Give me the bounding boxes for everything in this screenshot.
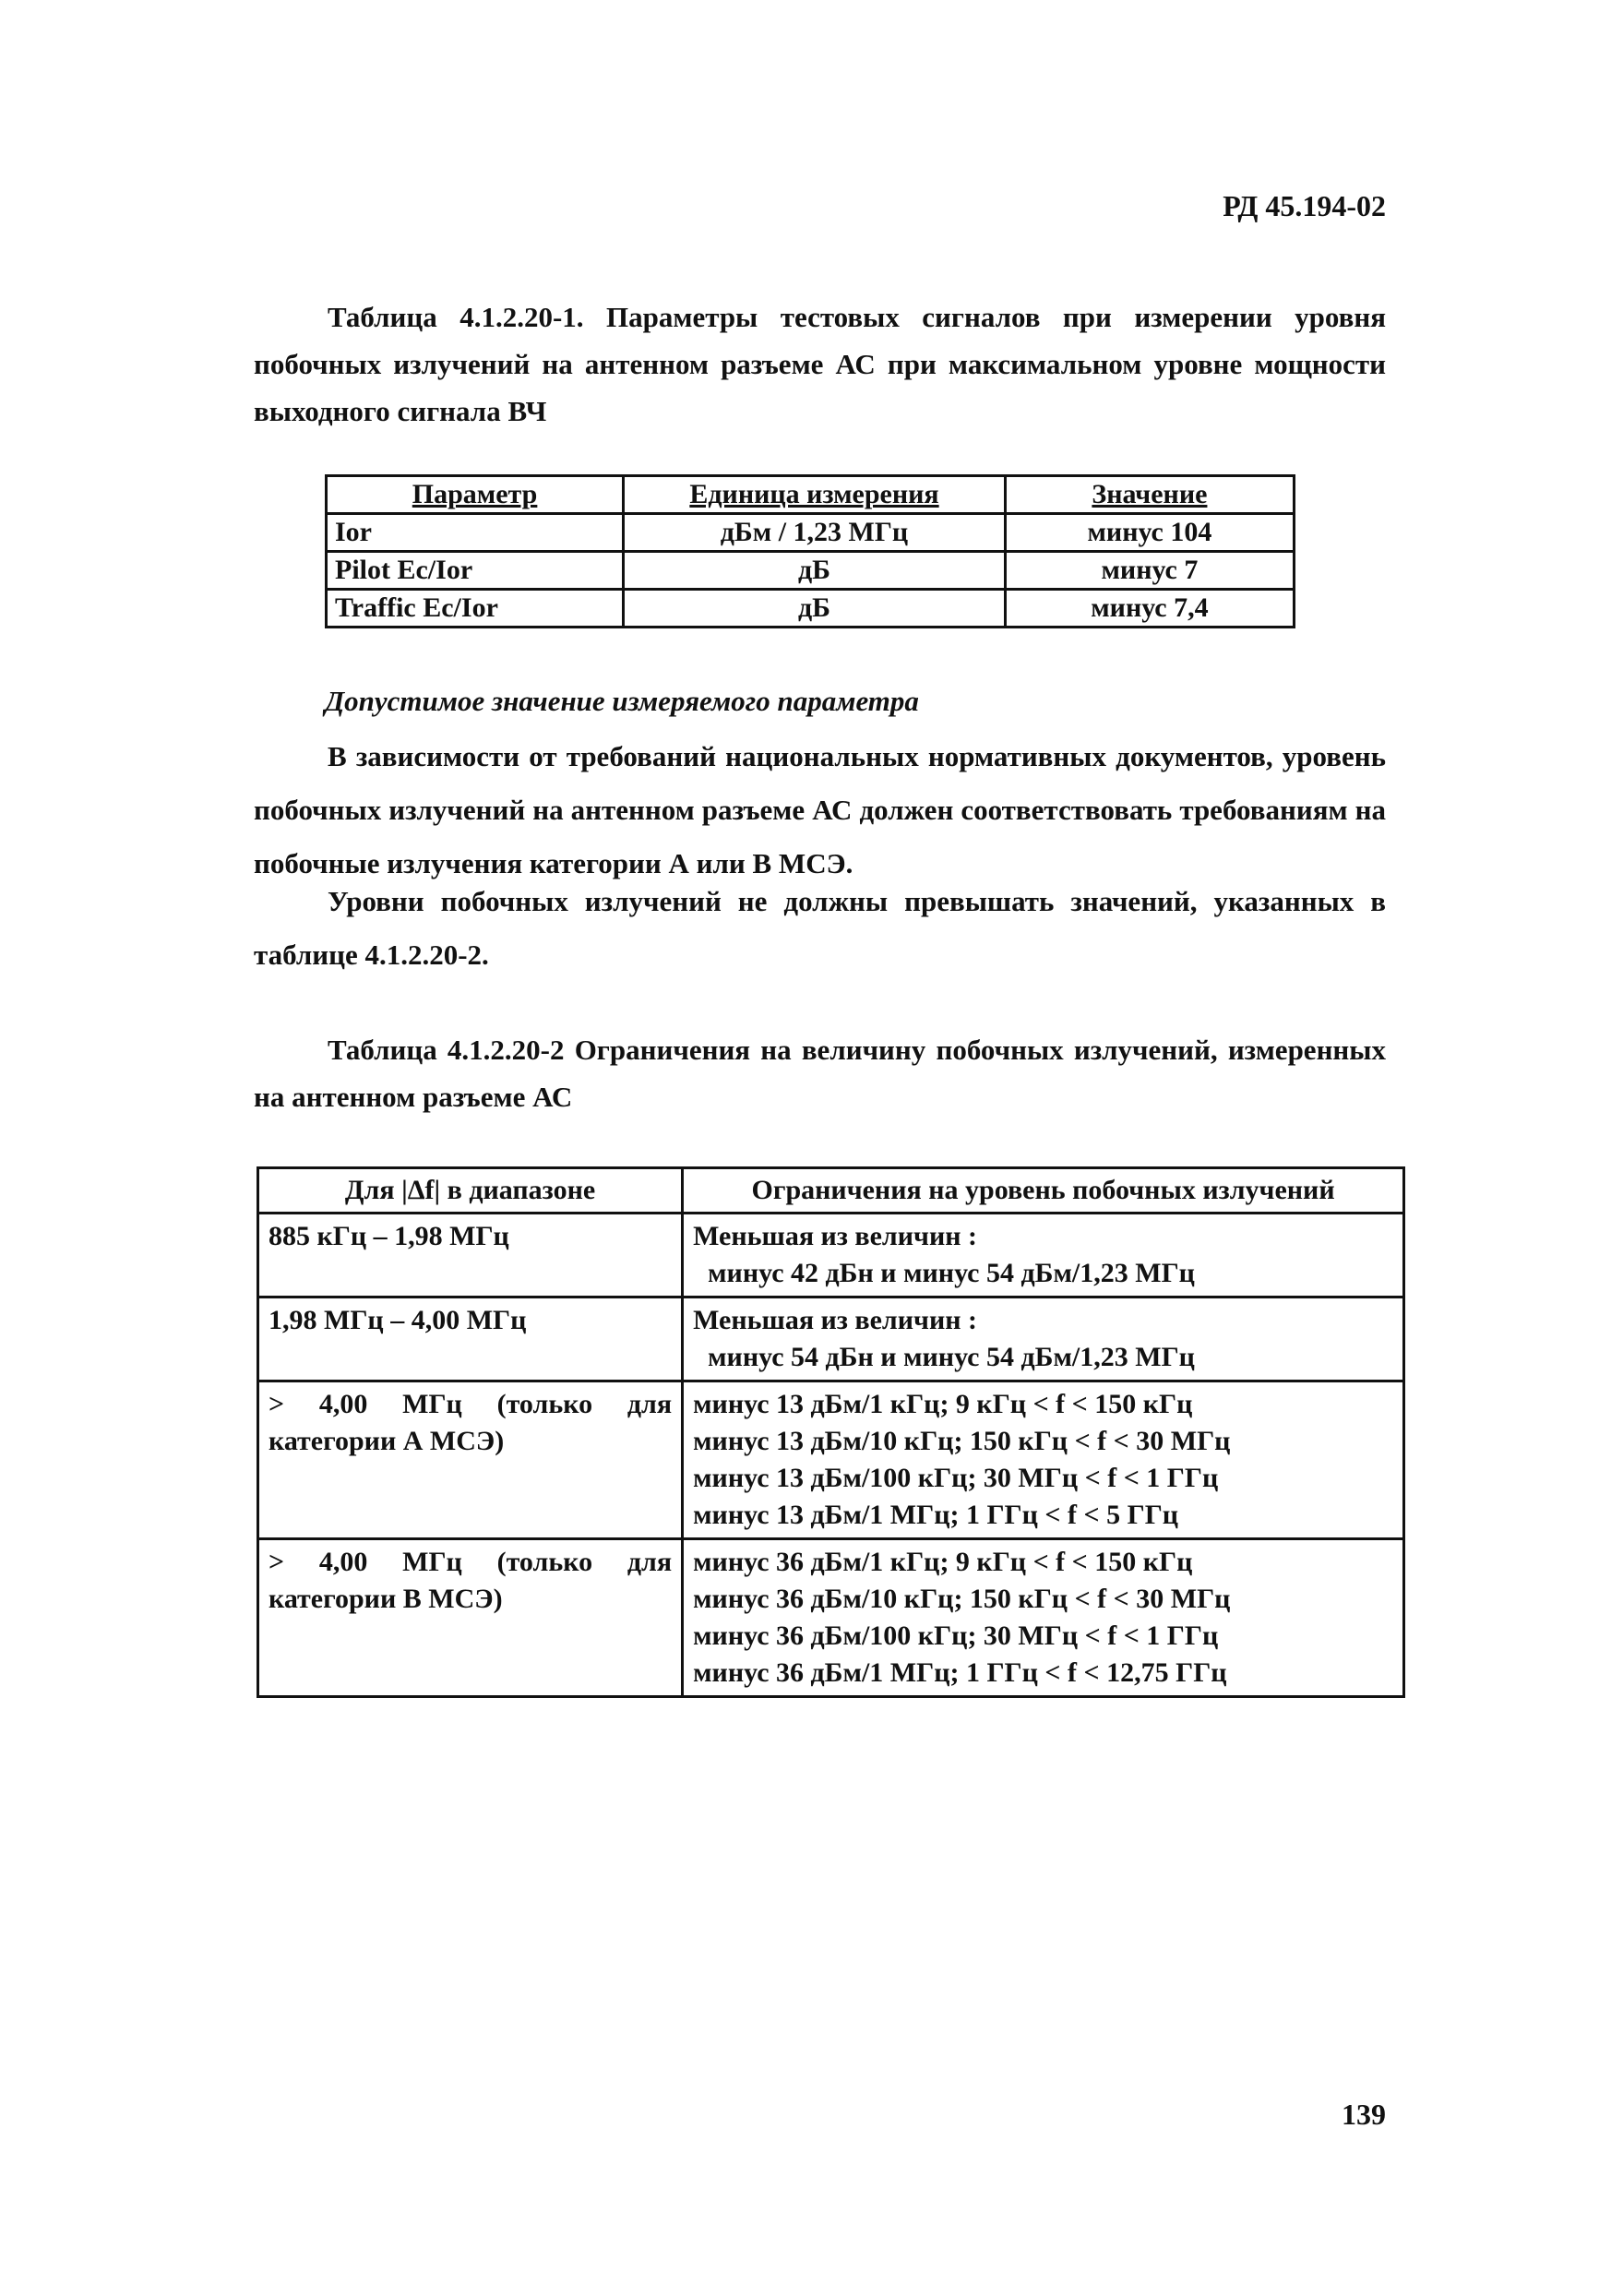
page-number: 139 <box>1342 2098 1386 2131</box>
column-header: Значение <box>1005 476 1294 514</box>
limit-line: минус 13 дБм/1 МГц; 1 ГГц < f < 5 ГГц <box>693 1500 1179 1530</box>
band-cell: 885 кГц – 1,98 МГц <box>258 1214 683 1297</box>
body-paragraph: Уровни побочных излучений не должны превышать значений, указанных в таблице 4.1.2.20-2. <box>254 885 1386 971</box>
limit-line: Меньшая из величин : <box>693 1221 978 1251</box>
table-row <box>327 552 1295 590</box>
column-header: Ограничения на уровень побочных излучений <box>683 1168 1404 1214</box>
table-row <box>327 590 1295 628</box>
unit-cell: дБ <box>624 552 1006 590</box>
document-code: РД 45.194-02 <box>1223 189 1386 222</box>
table-row <box>258 1297 1404 1381</box>
limit-line: минус 13 дБм/10 кГц; 150 кГц < f < 30 МГц <box>693 1426 1231 1456</box>
limit-line: минус 36 дБм/1 кГц; 9 кГц < f < 150 кГц <box>693 1547 1193 1577</box>
param-cell: Ior <box>327 514 624 552</box>
param-cell: Traffic Ec/Ior <box>327 590 624 628</box>
limits-cell <box>683 1381 1404 1539</box>
unit-cell: дБ <box>624 590 1006 628</box>
spurious-emission-limits-table <box>257 1166 1405 1698</box>
column-header: Параметр <box>327 476 624 514</box>
table-row <box>258 1214 1404 1297</box>
body-paragraph: В зависимости от требований национальных нормативных документов, уровень побочных излучений на антенном разъеме АС должен соответствовать требованиям на побочные излучения категории А или В МСЭ. <box>254 740 1386 879</box>
value-cell: минус 104 <box>1005 514 1294 552</box>
limit-line: минус 42 дБн и минус 54 дБм/1,23 МГц <box>708 1258 1195 1288</box>
limit-line: минус 36 дБм/10 кГц; 150 кГц < f < 30 МГц <box>693 1584 1231 1614</box>
param-cell: Pilot Ec/Ior <box>327 552 624 590</box>
limits-cell <box>683 1297 1404 1381</box>
table2-caption: Таблица 4.1.2.20-2 Ограничения на величину побочных излучений, измеренных на антенном разъеме АС <box>254 1034 1386 1113</box>
limits-cell <box>683 1214 1404 1297</box>
band-cell: > 4,00 МГц (только для категории В МСЭ) <box>258 1539 683 1697</box>
limit-line: минус 13 дБм/1 кГц; 9 кГц < f < 150 кГц <box>693 1389 1193 1419</box>
limits-cell <box>683 1539 1404 1697</box>
column-header: Единица измерения <box>624 476 1006 514</box>
value-cell: минус 7,4 <box>1005 590 1294 628</box>
test-signal-parameters-table <box>325 474 1295 628</box>
limit-line: минус 13 дБм/100 кГц; 30 МГц < f < 1 ГГц <box>693 1463 1219 1493</box>
limit-line: минус 54 дБн и минус 54 дБм/1,23 МГц <box>708 1342 1195 1372</box>
table-header-row <box>327 476 1295 514</box>
limit-line: минус 36 дБм/1 МГц; 1 ГГц < f < 12,75 ГГц <box>693 1657 1227 1688</box>
value-cell: минус 7 <box>1005 552 1294 590</box>
band-cell: 1,98 МГц – 4,00 МГц <box>258 1297 683 1381</box>
table-row <box>258 1381 1404 1539</box>
band-cell: > 4,00 МГц (только для категории А МСЭ) <box>258 1381 683 1539</box>
column-header: Для |Δf| в диапазоне <box>258 1168 683 1214</box>
unit-cell: дБм / 1,23 МГц <box>624 514 1006 552</box>
limit-line: Меньшая из величин : <box>693 1305 978 1335</box>
table-row <box>258 1539 1404 1697</box>
table1-caption: Таблица 4.1.2.20-1. Параметры тестовых сигналов при измерении уровня побочных излучений на антенном разъеме АС при максимальном уровне мощности выходного сигнала ВЧ <box>254 301 1386 427</box>
table-header-row <box>258 1168 1404 1214</box>
table-row <box>327 514 1295 552</box>
limit-line: минус 36 дБм/100 кГц; 30 МГц < f < 1 ГГц <box>693 1620 1219 1651</box>
section-subheading: Допустимое значение измеряемого параметра <box>325 685 919 717</box>
